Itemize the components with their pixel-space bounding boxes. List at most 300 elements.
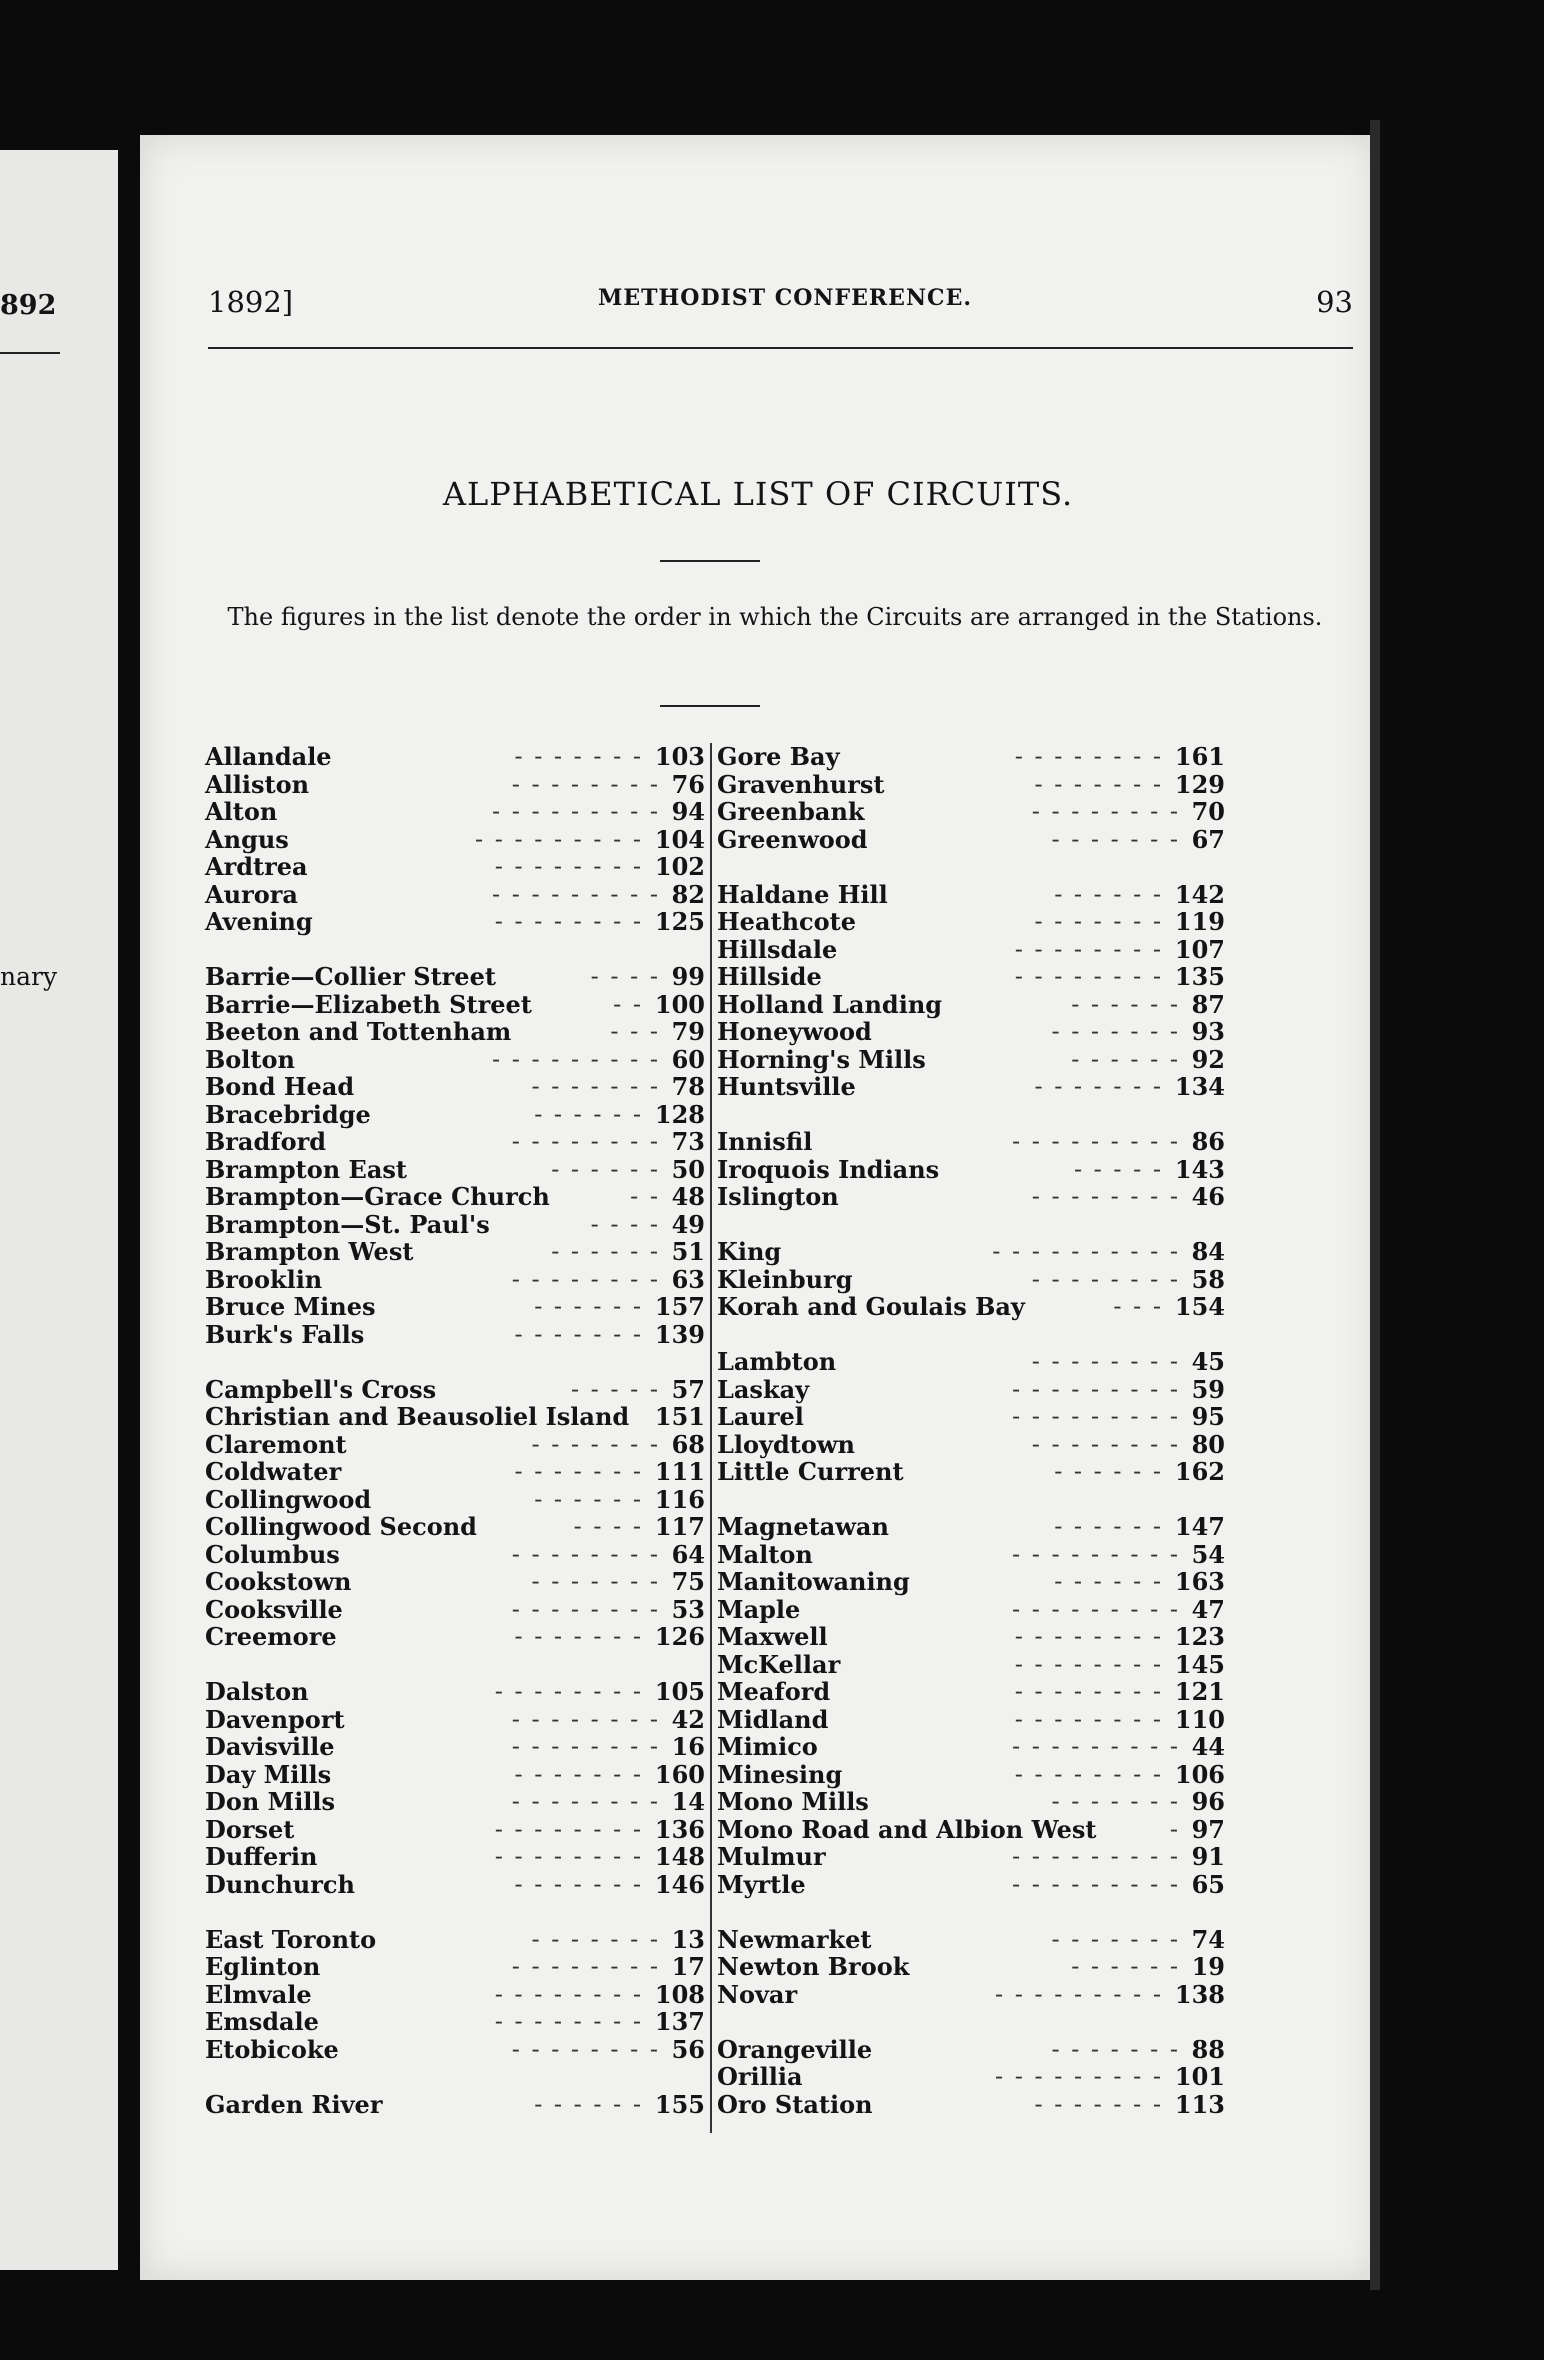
circuit-number: 93 bbox=[1191, 1017, 1225, 1046]
right-column bbox=[717, 743, 1225, 2118]
circuit-name: Gravenhurst bbox=[717, 769, 885, 799]
circuit-number: 126 bbox=[654, 1622, 705, 1651]
circuit-name: Newmarket bbox=[717, 1924, 872, 1954]
circuit-row bbox=[205, 1623, 705, 1651]
circuit-row bbox=[205, 1458, 705, 1486]
circuit-row bbox=[717, 1431, 1225, 1459]
circuit-name: Minesing bbox=[717, 1759, 843, 1789]
circuit-row bbox=[717, 2008, 1225, 2036]
circuit-row bbox=[205, 991, 705, 1019]
circuit-name: Iroquois Indians bbox=[717, 1154, 940, 1184]
circuit-row bbox=[205, 1046, 705, 1074]
circuit-row bbox=[717, 1981, 1225, 2009]
circuit-row bbox=[205, 1183, 705, 1211]
leader-dots: - - - - - - bbox=[551, 1238, 660, 1265]
circuit-name: Davenport bbox=[205, 1704, 345, 1734]
page-subtitle: The figures in the list denote the order in which the Circuits are arranged in the Stations. bbox=[227, 603, 1323, 631]
circuit-number: 148 bbox=[654, 1842, 705, 1871]
circuit-row bbox=[717, 1046, 1225, 1074]
circuit-row bbox=[717, 1183, 1225, 1211]
leader-dots: - - - - - - bbox=[1071, 990, 1180, 1018]
circuit-number: 128 bbox=[654, 1099, 705, 1129]
leader-dots: - - - - - - - - bbox=[1014, 963, 1163, 990]
leader-dots: - - - - - - - - bbox=[494, 1843, 643, 1870]
circuit-name: Gore Bay bbox=[717, 742, 840, 771]
circuit-name: Honeywood bbox=[717, 1017, 872, 1046]
circuit-number: 13 bbox=[671, 1924, 705, 1954]
circuit-name: Bradford bbox=[205, 1127, 327, 1156]
leader-dots: - - - - - - - bbox=[1051, 1788, 1180, 1815]
circuit-number: 107 bbox=[1174, 934, 1225, 964]
circuit-number: 134 bbox=[1174, 1072, 1225, 1101]
circuit-number: 100 bbox=[654, 989, 705, 1019]
page-binding-edge bbox=[1370, 120, 1380, 2290]
circuit-name: Lloydtown bbox=[717, 1429, 855, 1459]
subtitle-rule bbox=[660, 705, 760, 707]
leader-dots: - - - - - - - bbox=[514, 1870, 643, 1898]
document-page bbox=[140, 135, 1376, 2280]
leader-dots: - - - - - - - - - bbox=[994, 2063, 1163, 2090]
leader-dots: - - - - - - - - bbox=[511, 1595, 660, 1623]
leader-dots: - - - - - - - - - - bbox=[992, 1238, 1180, 1265]
circuit-name: Bracebridge bbox=[205, 1099, 371, 1129]
facing-page-edge bbox=[0, 150, 118, 2270]
leader-dots: - - - bbox=[610, 1018, 660, 1045]
circuit-name: Bruce Mines bbox=[205, 1292, 376, 1321]
circuit-name: Dorset bbox=[205, 1814, 295, 1844]
circuit-row bbox=[717, 2091, 1225, 2119]
circuit-name: Davisville bbox=[205, 1732, 335, 1761]
leader-dots: - - - - - - - - - bbox=[491, 1045, 660, 1073]
circuit-row bbox=[205, 1513, 705, 1541]
circuit-name: Eglinton bbox=[205, 1952, 321, 1981]
circuit-row bbox=[205, 1486, 705, 1514]
circuit-row bbox=[205, 1321, 705, 1349]
leader-dots: - - - - - - - - bbox=[494, 908, 643, 935]
circuit-name: Angus bbox=[205, 824, 289, 854]
circuit-row bbox=[717, 963, 1225, 991]
circuit-number: 76 bbox=[671, 769, 705, 799]
circuit-row bbox=[205, 1788, 705, 1816]
circuit-row bbox=[717, 991, 1225, 1019]
circuit-name: Oro Station bbox=[717, 2089, 873, 2119]
circuit-name: Etobicoke bbox=[205, 2034, 339, 2064]
circuit-row bbox=[717, 1541, 1225, 1569]
circuit-name: Barrie—Collier Street bbox=[205, 962, 496, 991]
circuit-number: 104 bbox=[654, 824, 705, 854]
circuit-name: Christian and Beausoliel Island bbox=[205, 1402, 630, 1431]
circuit-name: Orangeville bbox=[717, 2034, 873, 2064]
circuit-number: 84 bbox=[1191, 1237, 1225, 1266]
circuit-row bbox=[205, 1926, 705, 1954]
leader-dots: - - - - - - - bbox=[1051, 2035, 1180, 2063]
circuit-number: 139 bbox=[654, 1319, 705, 1349]
circuit-number: 91 bbox=[1191, 1842, 1225, 1871]
facing-page-header: 892 bbox=[0, 290, 57, 321]
circuit-row bbox=[205, 2063, 705, 2091]
circuit-name: Magnetawan bbox=[717, 1512, 889, 1541]
circuit-number: 59 bbox=[1191, 1374, 1225, 1404]
circuit-row bbox=[717, 1486, 1225, 1514]
circuit-row bbox=[205, 1898, 705, 1926]
leader-dots: - - - - - - - - bbox=[494, 1815, 643, 1843]
circuit-row bbox=[717, 1926, 1225, 1954]
circuit-row bbox=[205, 1403, 705, 1431]
circuit-number: 58 bbox=[1191, 1264, 1225, 1294]
circuit-name: Islington bbox=[717, 1182, 839, 1211]
circuit-number: 103 bbox=[654, 742, 705, 771]
leader-dots: - - - - - - bbox=[1054, 1458, 1163, 1485]
circuit-name: Maple bbox=[717, 1594, 801, 1624]
circuit-number: 44 bbox=[1191, 1732, 1225, 1761]
circuit-number: 63 bbox=[671, 1264, 705, 1294]
circuit-name: Avening bbox=[205, 907, 313, 936]
circuit-row bbox=[205, 1953, 705, 1981]
circuit-row bbox=[717, 1706, 1225, 1734]
leader-dots: - - - - - - bbox=[534, 2090, 643, 2118]
circuit-row bbox=[205, 1816, 705, 1844]
circuit-name: Huntsville bbox=[717, 1072, 856, 1101]
circuit-row bbox=[205, 881, 705, 909]
circuit-number: 17 bbox=[671, 1952, 705, 1981]
circuit-number: 56 bbox=[671, 2034, 705, 2064]
circuit-name: Manitowaning bbox=[717, 1567, 910, 1596]
circuit-row bbox=[205, 1018, 705, 1046]
circuit-name: Beeton and Tottenham bbox=[205, 1017, 512, 1046]
leader-dots: - - - - - - - - bbox=[511, 2035, 660, 2063]
circuit-row bbox=[205, 1073, 705, 1101]
circuit-number: 45 bbox=[1191, 1347, 1225, 1376]
circuit-name: East Toronto bbox=[205, 1924, 377, 1954]
circuit-number: 94 bbox=[671, 797, 705, 826]
leader-dots: - - - - - bbox=[570, 1375, 660, 1403]
circuit-name: Brampton—Grace Church bbox=[205, 1182, 550, 1211]
leader-dots: - - - - - - - bbox=[1034, 908, 1163, 935]
circuit-name: Korah and Goulais Bay bbox=[717, 1292, 1025, 1321]
circuit-row bbox=[717, 1623, 1225, 1651]
circuit-number: 68 bbox=[671, 1429, 705, 1459]
circuit-name: Maxwell bbox=[717, 1622, 828, 1651]
circuit-number: 163 bbox=[1174, 1567, 1225, 1596]
circuit-row bbox=[717, 853, 1225, 881]
circuit-row bbox=[205, 1348, 705, 1376]
leader-dots: - - - - - - - - bbox=[1014, 1705, 1163, 1733]
page-header bbox=[208, 285, 1353, 325]
leader-dots: - - - - - - - - bbox=[1031, 1348, 1180, 1375]
circuit-name: Brampton West bbox=[205, 1237, 414, 1266]
leader-dots: - - - - - - - bbox=[1051, 825, 1180, 853]
circuit-row bbox=[717, 1871, 1225, 1899]
circuit-name: Dunchurch bbox=[205, 1869, 355, 1899]
circuit-row bbox=[717, 1018, 1225, 1046]
leader-dots: - - - - - - - - bbox=[1014, 743, 1163, 770]
leader-dots: - - - - - - - - - bbox=[1011, 1403, 1180, 1430]
circuit-row bbox=[205, 1871, 705, 1899]
circuit-number: 74 bbox=[1191, 1924, 1225, 1954]
leader-dots: - - - - - - - bbox=[1034, 770, 1163, 798]
circuit-name: Malton bbox=[717, 1539, 813, 1569]
circuit-row bbox=[717, 1348, 1225, 1376]
leader-dots: - - - - - - - bbox=[514, 1623, 643, 1650]
circuit-row bbox=[205, 771, 705, 799]
circuit-number: 113 bbox=[1174, 2089, 1225, 2119]
circuit-row bbox=[717, 881, 1225, 909]
circuit-name: Little Current bbox=[717, 1457, 904, 1486]
leader-dots: - - - - - - - - bbox=[494, 2008, 643, 2035]
leader-dots: - - - - - - bbox=[551, 1155, 660, 1183]
circuit-number: 54 bbox=[1191, 1539, 1225, 1569]
leader-dots: - - - - - - - - bbox=[511, 1733, 660, 1760]
circuit-name: Brooklin bbox=[205, 1264, 323, 1294]
leader-dots: - - - - - - - - bbox=[511, 1705, 660, 1733]
circuit-number: 87 bbox=[1191, 989, 1225, 1019]
circuit-number: 19 bbox=[1191, 1952, 1225, 1981]
page-number: 93 bbox=[1316, 285, 1353, 319]
circuit-number: 108 bbox=[654, 1979, 705, 2009]
leader-dots: - bbox=[1169, 1815, 1180, 1843]
circuit-number: 65 bbox=[1191, 1869, 1225, 1899]
circuit-row bbox=[717, 1073, 1225, 1101]
circuit-number: 116 bbox=[654, 1484, 705, 1514]
circuit-row bbox=[205, 1376, 705, 1404]
leader-dots: - - - - - - - - bbox=[494, 1980, 643, 2008]
circuit-name: Aurora bbox=[205, 879, 298, 909]
circuit-row bbox=[717, 1761, 1225, 1789]
circuit-number: 125 bbox=[654, 907, 705, 936]
circuit-number: 106 bbox=[1174, 1759, 1225, 1789]
facing-page-word: nary bbox=[0, 962, 58, 991]
circuit-row bbox=[717, 826, 1225, 854]
leader-dots: - - - - - - - - - bbox=[994, 1980, 1163, 2008]
circuit-row bbox=[205, 908, 705, 936]
leader-dots: - - - - - - - bbox=[1051, 1018, 1180, 1045]
leader-dots: - - - - - - - bbox=[1034, 2090, 1163, 2118]
circuit-name: Laskay bbox=[717, 1374, 810, 1404]
leader-dots: - - - - - - - - - bbox=[1011, 1843, 1180, 1870]
circuit-number: 50 bbox=[671, 1154, 705, 1184]
leader-dots: - - bbox=[613, 990, 643, 1018]
circuit-name: Newton Brook bbox=[717, 1952, 910, 1981]
circuit-number: 142 bbox=[1174, 879, 1225, 909]
leader-dots: - - - - - - - bbox=[531, 1430, 660, 1458]
circuit-row bbox=[717, 2063, 1225, 2091]
circuit-name: Bolton bbox=[205, 1044, 295, 1074]
circuit-row bbox=[205, 1596, 705, 1624]
circuit-row bbox=[717, 1128, 1225, 1156]
circuit-name: Cooksville bbox=[205, 1594, 343, 1624]
circuit-row bbox=[717, 1953, 1225, 1981]
circuit-name: Campbell's Cross bbox=[205, 1374, 437, 1404]
circuit-name: Brampton—St. Paul's bbox=[205, 1209, 490, 1239]
circuit-row bbox=[205, 936, 705, 964]
circuit-name: Day Mills bbox=[205, 1759, 332, 1789]
leader-dots: - - - - - - - - bbox=[511, 1788, 660, 1815]
leader-dots: - - - - - - - - bbox=[1031, 1265, 1180, 1293]
circuit-number: 162 bbox=[1174, 1457, 1225, 1486]
circuit-row bbox=[205, 1156, 705, 1184]
circuit-number: 137 bbox=[654, 2007, 705, 2036]
leader-dots: - - - - - - - bbox=[1051, 1925, 1180, 1953]
circuit-number: 47 bbox=[1191, 1594, 1225, 1624]
leader-dots: - - - - - bbox=[1073, 1155, 1163, 1183]
circuit-number: 121 bbox=[1174, 1677, 1225, 1706]
leader-dots: - - - - - - - - - bbox=[491, 880, 660, 908]
circuit-name: Alton bbox=[205, 797, 278, 826]
leader-dots: - - - - - - bbox=[534, 1485, 643, 1513]
circuit-row bbox=[717, 1678, 1225, 1706]
circuit-name: Collingwood bbox=[205, 1484, 372, 1514]
leader-dots: - - - - bbox=[590, 1210, 660, 1238]
circuit-row bbox=[717, 1238, 1225, 1266]
running-title: METHODIST CONFERENCE. bbox=[598, 285, 972, 311]
circuit-row bbox=[205, 1431, 705, 1459]
leader-dots: - - - - - - - - - bbox=[1011, 1375, 1180, 1403]
leader-dots: - - - - - - bbox=[1054, 880, 1163, 908]
leader-dots: - - - - bbox=[590, 963, 660, 990]
circuit-number: 154 bbox=[1174, 1292, 1225, 1321]
leader-dots: - - - - - - - bbox=[514, 1458, 643, 1485]
circuit-row bbox=[205, 1651, 705, 1679]
circuit-name: Hillside bbox=[717, 962, 822, 991]
circuit-number: 105 bbox=[654, 1677, 705, 1706]
circuit-row bbox=[717, 798, 1225, 826]
circuit-number: 129 bbox=[1174, 769, 1225, 799]
circuit-number: 102 bbox=[654, 852, 705, 881]
circuit-name: Brampton East bbox=[205, 1154, 407, 1184]
circuit-name: Mono Mills bbox=[717, 1787, 869, 1816]
circuit-row bbox=[717, 2036, 1225, 2064]
circuit-row bbox=[717, 908, 1225, 936]
circuit-number: 51 bbox=[671, 1237, 705, 1266]
circuit-row bbox=[205, 963, 705, 991]
circuit-number: 46 bbox=[1191, 1182, 1225, 1211]
leader-dots: - - - - bbox=[573, 1513, 643, 1540]
circuit-row bbox=[205, 2008, 705, 2036]
leader-dots: - - - - - - bbox=[1054, 1568, 1163, 1595]
circuit-row bbox=[717, 1651, 1225, 1679]
leader-dots: - - - - - - - bbox=[514, 1760, 643, 1788]
circuit-row bbox=[717, 1596, 1225, 1624]
circuit-row bbox=[205, 1238, 705, 1266]
leader-dots: - - - - - - - - bbox=[511, 1128, 660, 1155]
circuit-number: 80 bbox=[1191, 1429, 1225, 1459]
circuit-name: Alliston bbox=[205, 769, 310, 799]
leader-dots: - - - - - - bbox=[534, 1293, 643, 1320]
circuit-row bbox=[717, 1568, 1225, 1596]
circuit-name: Cookstown bbox=[205, 1567, 352, 1596]
circuit-number: 96 bbox=[1191, 1787, 1225, 1816]
leader-dots: - - - - - - - bbox=[531, 1073, 660, 1100]
circuit-row bbox=[205, 798, 705, 826]
circuit-row bbox=[205, 1541, 705, 1569]
leader-dots: - - - - - - bbox=[1071, 1045, 1180, 1073]
circuit-row bbox=[717, 1321, 1225, 1349]
circuit-row bbox=[205, 1568, 705, 1596]
leader-dots: - - - - - - - - bbox=[1014, 1623, 1163, 1650]
circuit-row bbox=[717, 936, 1225, 964]
circuit-row bbox=[717, 1266, 1225, 1294]
circuit-name: Midland bbox=[717, 1704, 829, 1734]
circuit-name: King bbox=[717, 1237, 782, 1266]
circuit-name: Creemore bbox=[205, 1622, 337, 1651]
circuit-number: 99 bbox=[671, 962, 705, 991]
circuit-name: Hillsdale bbox=[717, 934, 838, 964]
circuit-row bbox=[205, 1733, 705, 1761]
circuit-row bbox=[717, 1513, 1225, 1541]
leader-dots: - - - - - - - - - bbox=[1011, 1870, 1180, 1898]
circuit-row bbox=[205, 853, 705, 881]
leader-dots: - - - - - - - - bbox=[1014, 1760, 1163, 1788]
circuit-number: 161 bbox=[1174, 742, 1225, 771]
circuit-name: Claremont bbox=[205, 1429, 347, 1459]
circuit-number: 110 bbox=[1174, 1704, 1225, 1734]
leader-dots: - - - - - - - - - bbox=[1011, 1540, 1180, 1568]
circuit-name: Novar bbox=[717, 1979, 798, 2009]
circuit-number: 146 bbox=[654, 1869, 705, 1899]
circuit-number: 14 bbox=[671, 1787, 705, 1816]
circuit-number: 160 bbox=[654, 1759, 705, 1789]
circuit-number: 117 bbox=[654, 1512, 705, 1541]
circuit-number: 86 bbox=[1191, 1127, 1225, 1156]
circuit-number: 143 bbox=[1174, 1154, 1225, 1184]
circuit-name: Laurel bbox=[717, 1402, 804, 1431]
circuit-number: 82 bbox=[671, 879, 705, 909]
circuit-row bbox=[717, 743, 1225, 771]
circuit-name: McKellar bbox=[717, 1649, 841, 1679]
circuit-number: 155 bbox=[654, 2089, 705, 2119]
circuit-name: Haldane Hill bbox=[717, 879, 888, 909]
circuit-row bbox=[205, 1981, 705, 2009]
circuit-number: 145 bbox=[1174, 1649, 1225, 1679]
circuit-name: Innisfil bbox=[717, 1127, 813, 1156]
circuit-row bbox=[205, 1706, 705, 1734]
circuit-row bbox=[717, 1376, 1225, 1404]
leader-dots: - - - - - - - - - bbox=[491, 798, 660, 825]
leader-dots: - - - - - - - - - bbox=[1011, 1733, 1180, 1760]
leader-dots: - - - - - - bbox=[1071, 1953, 1180, 1980]
circuit-name: Burk's Falls bbox=[205, 1319, 365, 1349]
circuit-number: 123 bbox=[1174, 1622, 1225, 1651]
leader-dots: - - - - - - bbox=[1054, 1513, 1163, 1540]
circuit-name: Greenbank bbox=[717, 797, 865, 826]
leader-dots: - - - - - - - - - bbox=[474, 825, 643, 853]
circuit-row bbox=[205, 1128, 705, 1156]
circuit-row bbox=[717, 1293, 1225, 1321]
circuit-row bbox=[717, 1843, 1225, 1871]
header-year: 1892] bbox=[208, 285, 294, 319]
circuit-name: Heathcote bbox=[717, 907, 857, 936]
circuit-name: Coldwater bbox=[205, 1457, 342, 1486]
circuit-row bbox=[717, 1733, 1225, 1761]
leader-dots: - - - - - - - - bbox=[1014, 935, 1163, 963]
circuit-number: 78 bbox=[671, 1072, 705, 1101]
circuit-name: Greenwood bbox=[717, 824, 868, 854]
leader-dots: - - - - - - - - bbox=[511, 770, 660, 798]
circuit-name: Emsdale bbox=[205, 2007, 319, 2036]
leader-dots: - - - - - - - - bbox=[1014, 1650, 1163, 1678]
circuit-number: 42 bbox=[671, 1704, 705, 1734]
circuit-number: 60 bbox=[671, 1044, 705, 1074]
circuit-name: Dufferin bbox=[205, 1842, 318, 1871]
circuit-number: 111 bbox=[654, 1457, 705, 1486]
circuit-row bbox=[717, 1816, 1225, 1844]
circuit-number: 92 bbox=[1191, 1044, 1225, 1074]
circuit-name: Holland Landing bbox=[717, 989, 943, 1019]
circuit-row bbox=[205, 1101, 705, 1129]
circuit-number: 138 bbox=[1174, 1979, 1225, 2009]
header-rule bbox=[208, 347, 1353, 349]
circuit-number: 101 bbox=[1174, 2062, 1225, 2091]
